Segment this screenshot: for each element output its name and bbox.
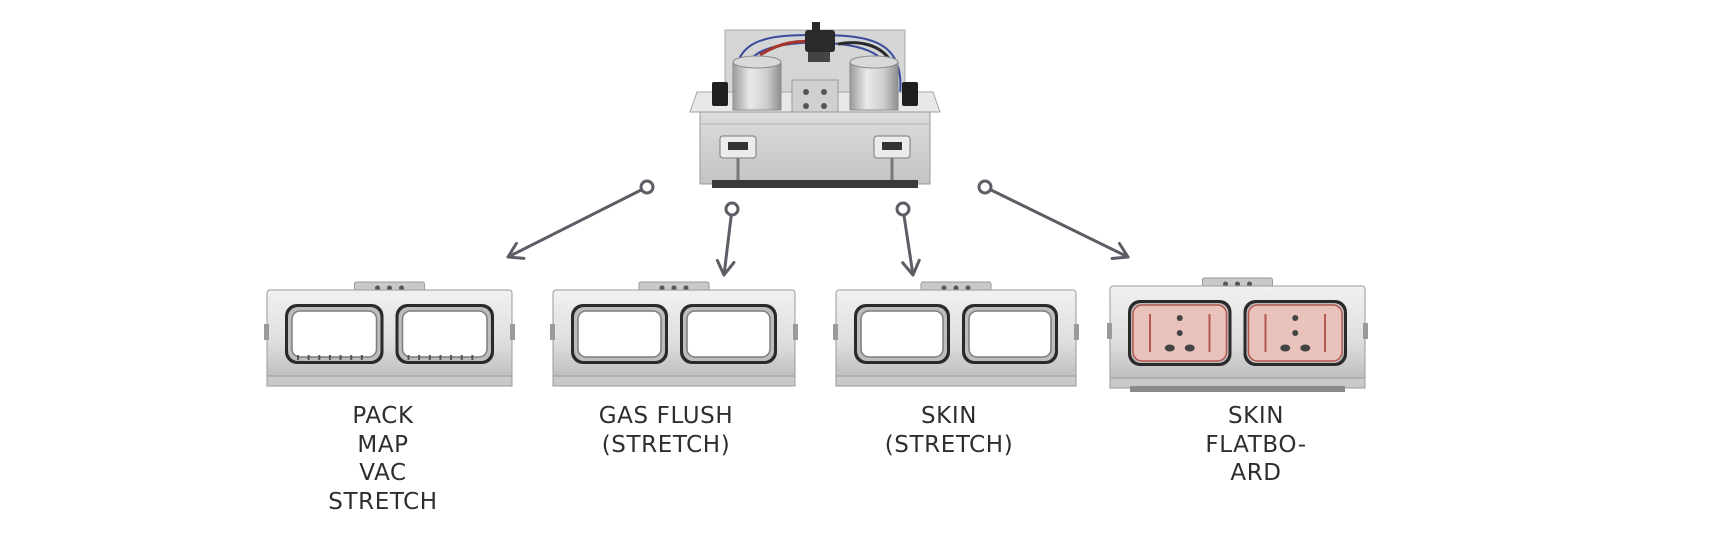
label-line: ARD xyxy=(1230,460,1282,486)
plate-skin xyxy=(833,282,1079,386)
label-line: FLATBO- xyxy=(1205,431,1307,458)
plate-skin-flatboard xyxy=(1107,278,1368,392)
arrow-pack xyxy=(508,181,653,258)
label-skin-flatboard xyxy=(1156,402,1356,488)
label-line: STRETCH xyxy=(328,488,438,515)
label-line: (STRETCH) xyxy=(884,431,1014,458)
label-line: MAP xyxy=(357,431,409,458)
label-line: PACK xyxy=(352,403,414,429)
label-line: VAC xyxy=(359,460,407,486)
sealing-head-image xyxy=(690,22,940,188)
arrow-skin-flatboard xyxy=(979,181,1128,259)
label-skin xyxy=(849,402,1049,459)
arrow-skin xyxy=(897,203,919,275)
arrows xyxy=(508,181,1128,275)
label-line: SKIN xyxy=(920,403,978,429)
label-line: (STRETCH) xyxy=(601,431,731,458)
label-line: SKIN xyxy=(1227,403,1285,429)
label-line: GAS FLUSH xyxy=(598,403,734,429)
plate-pack xyxy=(264,282,515,386)
tool-plates xyxy=(264,278,1368,392)
label-gas-flush xyxy=(566,402,766,459)
arrow-gas-flush xyxy=(717,203,738,275)
plate-gas-flush xyxy=(550,282,798,386)
label-pack xyxy=(283,402,483,516)
